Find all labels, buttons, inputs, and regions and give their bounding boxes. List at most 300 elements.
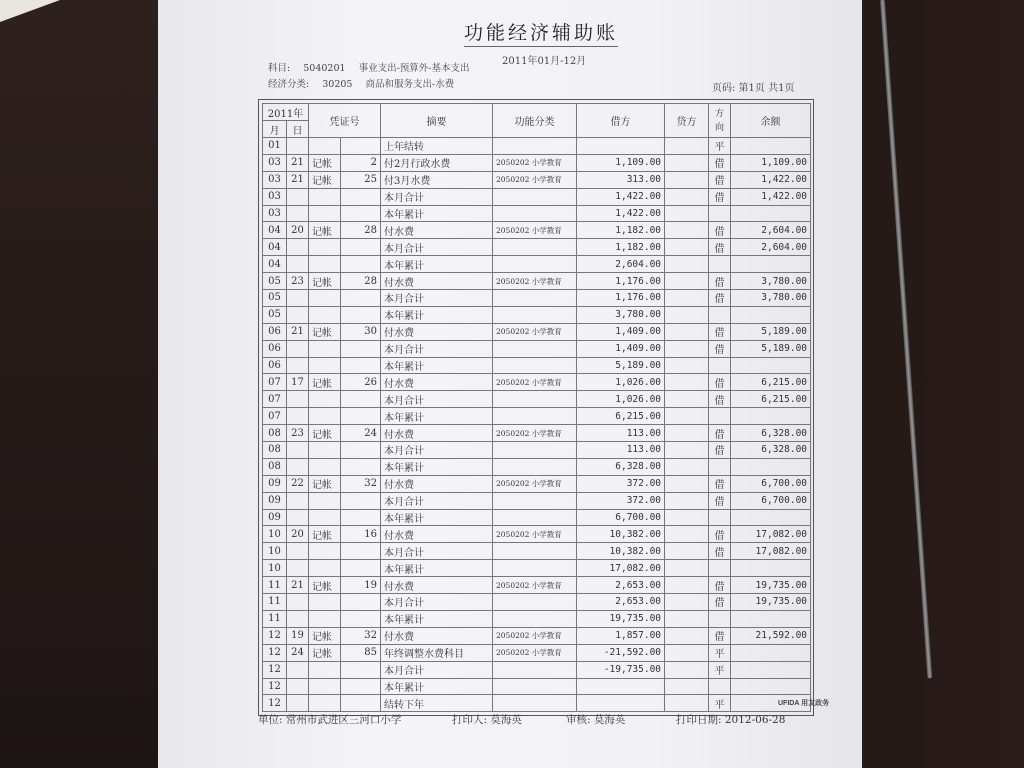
row-balance: 17,082.00 (731, 526, 811, 543)
row-direction: 借 (709, 222, 731, 239)
row-category (493, 678, 577, 695)
row-voucher-number (341, 560, 381, 577)
row-day: 17 (287, 374, 309, 391)
row-month: 05 (263, 290, 287, 307)
row-voucher-number: 28 (341, 222, 381, 239)
row-month: 08 (263, 425, 287, 442)
row-day (287, 188, 309, 205)
row-balance (731, 205, 811, 222)
row-direction: 平 (709, 138, 731, 155)
row-day: 21 (287, 171, 309, 188)
row-day (287, 661, 309, 678)
row-voucher-number (341, 661, 381, 678)
row-category: 2050202 小学教育 (493, 526, 577, 543)
row-debit: 19,735.00 (577, 610, 665, 627)
table-row (263, 526, 811, 543)
row-voucher-word (309, 408, 341, 425)
row-balance (731, 306, 811, 323)
row-category (493, 408, 577, 425)
row-balance (731, 256, 811, 273)
row-voucher-word (309, 306, 341, 323)
row-month: 11 (263, 577, 287, 594)
table-row (263, 273, 811, 290)
footer-unit: 单位: 常州市武进区三河口小学 (258, 714, 402, 726)
row-debit: 1,422.00 (577, 205, 665, 222)
row-summary: 本年累计 (381, 560, 493, 577)
row-voucher-number (341, 492, 381, 509)
row-category (493, 340, 577, 357)
row-month: 08 (263, 458, 287, 475)
table-row (263, 661, 811, 678)
ledger-body (263, 138, 811, 712)
table-row (263, 627, 811, 644)
row-month: 03 (263, 188, 287, 205)
table-row (263, 138, 811, 155)
row-voucher-word: 记帐 (309, 526, 341, 543)
row-summary: 本年累计 (381, 205, 493, 222)
row-voucher-word: 记帐 (309, 577, 341, 594)
row-credit (665, 340, 709, 357)
row-debit: 1,026.00 (577, 391, 665, 408)
row-voucher-number (341, 357, 381, 374)
row-credit (665, 442, 709, 459)
row-credit (665, 290, 709, 307)
row-day (287, 357, 309, 374)
row-balance: 6,215.00 (731, 374, 811, 391)
row-voucher-word (309, 357, 341, 374)
row-balance (731, 138, 811, 155)
footer-print-date: 打印日期: 2012-06-28 (676, 714, 786, 726)
row-summary: 本月合计 (381, 290, 493, 307)
row-month: 01 (263, 138, 287, 155)
row-voucher-number (341, 290, 381, 307)
row-voucher-word: 记帐 (309, 475, 341, 492)
row-day (287, 509, 309, 526)
row-voucher-number: 85 (341, 644, 381, 661)
row-debit: 2,604.00 (577, 256, 665, 273)
table-row (263, 340, 811, 357)
row-debit: 1,857.00 (577, 627, 665, 644)
row-debit: 113.00 (577, 442, 665, 459)
row-voucher-word: 记帐 (309, 425, 341, 442)
econ-name: 商品和服务支出-水费 (365, 79, 455, 90)
row-day (287, 492, 309, 509)
row-day (287, 543, 309, 560)
row-summary: 本年累计 (381, 357, 493, 374)
row-category (493, 610, 577, 627)
row-summary: 上年结转 (381, 138, 493, 155)
subject-line (268, 60, 480, 74)
row-category (493, 509, 577, 526)
row-month: 04 (263, 222, 287, 239)
row-category (493, 492, 577, 509)
row-debit: 113.00 (577, 425, 665, 442)
row-debit: 10,382.00 (577, 526, 665, 543)
row-debit (577, 695, 665, 712)
table-row (263, 323, 811, 340)
row-direction: 借 (709, 273, 731, 290)
row-credit (665, 188, 709, 205)
table-row (263, 391, 811, 408)
row-voucher-word (309, 442, 341, 459)
row-month: 04 (263, 256, 287, 273)
row-balance (731, 458, 811, 475)
row-voucher-number (341, 138, 381, 155)
econ-code: 30205 (322, 79, 353, 90)
row-credit (665, 661, 709, 678)
row-day (287, 442, 309, 459)
row-month: 12 (263, 627, 287, 644)
row-voucher-number: 32 (341, 475, 381, 492)
row-voucher-word (309, 205, 341, 222)
row-voucher-number: 19 (341, 577, 381, 594)
row-day: 21 (287, 323, 309, 340)
subject-code: 5040201 (303, 63, 346, 74)
table-row (263, 239, 811, 256)
row-category (493, 290, 577, 307)
row-credit (665, 357, 709, 374)
row-month: 08 (263, 442, 287, 459)
table-row (263, 594, 811, 611)
row-debit: 1,109.00 (577, 154, 665, 171)
row-voucher-word (309, 695, 341, 712)
row-direction (709, 256, 731, 273)
row-voucher-number (341, 442, 381, 459)
table-row (263, 577, 811, 594)
row-voucher-number: 30 (341, 323, 381, 340)
row-credit (665, 475, 709, 492)
row-voucher-number: 25 (341, 171, 381, 188)
row-debit (577, 678, 665, 695)
row-direction (709, 678, 731, 695)
row-day: 23 (287, 273, 309, 290)
row-summary: 本月合计 (381, 594, 493, 611)
footer-reviewer: 审核: 莫海英 (566, 714, 626, 726)
row-debit: 1,409.00 (577, 340, 665, 357)
row-voucher-word (309, 256, 341, 273)
row-credit (665, 492, 709, 509)
row-balance: 6,328.00 (731, 425, 811, 442)
row-month: 12 (263, 695, 287, 712)
row-summary: 本月合计 (381, 661, 493, 678)
row-credit (665, 594, 709, 611)
row-summary: 本年累计 (381, 408, 493, 425)
econ-line (268, 76, 464, 90)
row-credit (665, 408, 709, 425)
table-row (263, 256, 811, 273)
row-voucher-word: 记帐 (309, 374, 341, 391)
row-month: 06 (263, 340, 287, 357)
row-balance: 6,328.00 (731, 442, 811, 459)
ledger-sheet (158, 0, 862, 768)
row-voucher-number: 2 (341, 154, 381, 171)
row-category (493, 188, 577, 205)
row-direction: 借 (709, 323, 731, 340)
row-day: 23 (287, 425, 309, 442)
row-debit: 372.00 (577, 492, 665, 509)
row-voucher-number: 24 (341, 425, 381, 442)
row-credit (665, 222, 709, 239)
row-credit (665, 458, 709, 475)
row-voucher-word (309, 239, 341, 256)
row-direction: 借 (709, 239, 731, 256)
row-balance: 19,735.00 (731, 577, 811, 594)
row-debit: 3,780.00 (577, 306, 665, 323)
row-month: 11 (263, 594, 287, 611)
row-debit: 10,382.00 (577, 543, 665, 560)
table-row (263, 509, 811, 526)
table-row (263, 205, 811, 222)
row-category (493, 442, 577, 459)
row-debit: -19,735.00 (577, 661, 665, 678)
row-voucher-number: 32 (341, 627, 381, 644)
row-day: 19 (287, 627, 309, 644)
row-voucher-word: 记帐 (309, 323, 341, 340)
row-credit (665, 391, 709, 408)
row-direction: 借 (709, 425, 731, 442)
row-balance: 21,592.00 (731, 627, 811, 644)
row-month: 12 (263, 661, 287, 678)
row-credit (665, 526, 709, 543)
row-credit (665, 577, 709, 594)
ledger-frame (258, 99, 814, 716)
row-credit (665, 323, 709, 340)
row-balance: 2,604.00 (731, 239, 811, 256)
row-balance: 3,780.00 (731, 273, 811, 290)
row-month: 04 (263, 239, 287, 256)
row-voucher-number (341, 256, 381, 273)
row-direction: 借 (709, 154, 731, 171)
row-direction: 借 (709, 526, 731, 543)
row-credit (665, 560, 709, 577)
row-credit (665, 695, 709, 712)
row-direction: 借 (709, 374, 731, 391)
row-month: 11 (263, 610, 287, 627)
row-summary: 本年累计 (381, 509, 493, 526)
row-month: 06 (263, 323, 287, 340)
year-header: 2011年 (263, 104, 309, 121)
row-month: 07 (263, 391, 287, 408)
row-direction (709, 408, 731, 425)
row-voucher-word: 记帐 (309, 273, 341, 290)
row-balance (731, 408, 811, 425)
row-month: 03 (263, 171, 287, 188)
row-day (287, 610, 309, 627)
day-header: 日 (287, 121, 309, 138)
row-balance (731, 509, 811, 526)
row-summary: 付水费 (381, 222, 493, 239)
credit-header: 贷方 (665, 104, 709, 138)
row-summary: 本月合计 (381, 391, 493, 408)
row-voucher-word (309, 188, 341, 205)
row-summary: 付水费 (381, 323, 493, 340)
row-balance: 2,604.00 (731, 222, 811, 239)
row-credit (665, 306, 709, 323)
row-voucher-word: 记帐 (309, 222, 341, 239)
row-summary: 结转下年 (381, 695, 493, 712)
row-direction (709, 509, 731, 526)
row-voucher-word (309, 610, 341, 627)
row-debit: 313.00 (577, 171, 665, 188)
row-month: 09 (263, 492, 287, 509)
row-summary: 付水费 (381, 425, 493, 442)
row-debit: 1,176.00 (577, 290, 665, 307)
row-summary: 付水费 (381, 577, 493, 594)
row-category: 2050202 小学教育 (493, 154, 577, 171)
row-summary: 本年累计 (381, 678, 493, 695)
row-summary: 本年累计 (381, 256, 493, 273)
row-voucher-number (341, 594, 381, 611)
table-row (263, 290, 811, 307)
row-credit (665, 205, 709, 222)
page-title: 功能经济辅助账 (464, 18, 618, 47)
row-category (493, 661, 577, 678)
row-credit (665, 610, 709, 627)
row-day (287, 306, 309, 323)
row-credit (665, 425, 709, 442)
row-category (493, 306, 577, 323)
table-row (263, 357, 811, 374)
row-direction (709, 306, 731, 323)
row-day: 22 (287, 475, 309, 492)
row-balance (731, 661, 811, 678)
corner-paper-scrap (0, 0, 60, 22)
row-category (493, 205, 577, 222)
table-row (263, 306, 811, 323)
row-debit: 2,653.00 (577, 577, 665, 594)
row-direction: 借 (709, 391, 731, 408)
row-category: 2050202 小学教育 (493, 323, 577, 340)
row-direction: 借 (709, 492, 731, 509)
row-day (287, 408, 309, 425)
row-direction (709, 610, 731, 627)
subject-label: 科目: (268, 63, 291, 74)
row-direction: 借 (709, 290, 731, 307)
row-summary: 付水费 (381, 475, 493, 492)
row-day (287, 695, 309, 712)
row-direction: 借 (709, 188, 731, 205)
row-voucher-word (309, 458, 341, 475)
row-month: 06 (263, 357, 287, 374)
row-summary: 年终调整水费科目 (381, 644, 493, 661)
direction-header: 方向 (709, 104, 731, 138)
row-category: 2050202 小学教育 (493, 425, 577, 442)
subject-name: 事业支出-预算外-基本支出 (358, 63, 470, 74)
row-balance (731, 560, 811, 577)
row-voucher-word (309, 290, 341, 307)
row-summary: 本月合计 (381, 188, 493, 205)
row-voucher-number: 28 (341, 273, 381, 290)
row-debit: 1,182.00 (577, 239, 665, 256)
row-summary: 付水费 (381, 526, 493, 543)
row-direction: 借 (709, 442, 731, 459)
row-month: 05 (263, 273, 287, 290)
row-voucher-number (341, 408, 381, 425)
row-day (287, 239, 309, 256)
row-category: 2050202 小学教育 (493, 171, 577, 188)
table-row (263, 560, 811, 577)
row-balance: 1,422.00 (731, 188, 811, 205)
period: 2011年01月-12月 (502, 56, 587, 67)
row-balance: 1,422.00 (731, 171, 811, 188)
row-month: 10 (263, 526, 287, 543)
row-day (287, 594, 309, 611)
row-summary: 本月合计 (381, 442, 493, 459)
row-voucher-number (341, 678, 381, 695)
row-debit: 1,182.00 (577, 222, 665, 239)
row-month: 07 (263, 374, 287, 391)
category-header: 功能分类 (493, 104, 577, 138)
balance-header: 余额 (731, 104, 811, 138)
row-credit (665, 171, 709, 188)
row-debit: 1,026.00 (577, 374, 665, 391)
row-direction (709, 458, 731, 475)
row-month: 09 (263, 475, 287, 492)
table-row (263, 222, 811, 239)
row-balance: 5,189.00 (731, 340, 811, 357)
table-row (263, 171, 811, 188)
row-category: 2050202 小学教育 (493, 222, 577, 239)
row-month: 09 (263, 509, 287, 526)
row-balance: 1,109.00 (731, 154, 811, 171)
row-debit: -21,592.00 (577, 644, 665, 661)
row-credit (665, 154, 709, 171)
row-day: 21 (287, 577, 309, 594)
table-row (263, 154, 811, 171)
row-summary: 付水费 (381, 627, 493, 644)
row-voucher-number (341, 188, 381, 205)
ledger-table (262, 103, 811, 712)
row-day: 20 (287, 526, 309, 543)
row-day: 24 (287, 644, 309, 661)
row-direction (709, 205, 731, 222)
row-debit: 17,082.00 (577, 560, 665, 577)
row-day: 21 (287, 154, 309, 171)
row-debit: 6,328.00 (577, 458, 665, 475)
row-debit: 2,653.00 (577, 594, 665, 611)
row-balance: 19,735.00 (731, 594, 811, 611)
row-direction (709, 357, 731, 374)
row-balance: 6,215.00 (731, 391, 811, 408)
row-category: 2050202 小学教育 (493, 577, 577, 594)
row-balance: 5,189.00 (731, 323, 811, 340)
row-voucher-number: 26 (341, 374, 381, 391)
row-summary: 付水费 (381, 374, 493, 391)
row-category (493, 357, 577, 374)
row-credit (665, 627, 709, 644)
row-day (287, 205, 309, 222)
row-balance: 3,780.00 (731, 290, 811, 307)
row-month: 05 (263, 306, 287, 323)
row-direction: 借 (709, 594, 731, 611)
table-row (263, 188, 811, 205)
row-credit (665, 543, 709, 560)
ufida-logo: UFIDA 用友政务 (778, 700, 830, 707)
row-voucher-word (309, 138, 341, 155)
table-row (263, 408, 811, 425)
row-voucher-word (309, 391, 341, 408)
footer-printer: 打印人: 莫海英 (452, 714, 522, 726)
row-direction: 借 (709, 627, 731, 644)
row-direction: 借 (709, 543, 731, 560)
row-direction: 借 (709, 171, 731, 188)
row-day (287, 256, 309, 273)
row-voucher-number (341, 543, 381, 560)
row-direction: 平 (709, 695, 731, 712)
row-debit (577, 138, 665, 155)
row-credit (665, 138, 709, 155)
row-voucher-word: 记帐 (309, 154, 341, 171)
